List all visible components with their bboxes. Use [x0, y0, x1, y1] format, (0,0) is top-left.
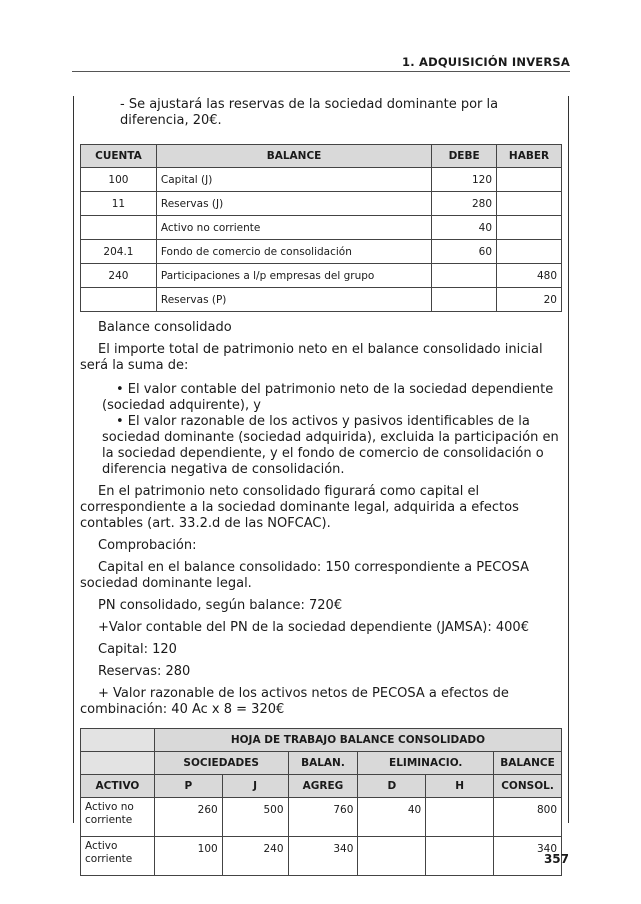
cell-debe: [432, 264, 497, 288]
col-header-agreg: AGREG: [288, 775, 358, 798]
paragraph: Reservas: 280: [98, 664, 191, 679]
worksheet-table: [80, 728, 562, 876]
table-row: [81, 798, 562, 837]
right-margin-rule: [568, 96, 569, 823]
worksheet-col-header: [81, 775, 562, 798]
cell-consol: 340: [494, 837, 562, 876]
cell-agreg: 760: [288, 798, 358, 837]
cell-haber: [497, 192, 562, 216]
cell-cuenta: [81, 288, 157, 312]
paragraph: +Valor contable del PN de la sociedad dependiente (JAMSA): 400€: [98, 620, 529, 635]
page-content: [80, 97, 562, 876]
cell-balance: Fondo de comercio de consolidación: [156, 240, 431, 264]
table-row: [81, 240, 562, 264]
intro-line: - Se ajustará las reservas de la sociedad dominante por la diferencia, 20€.: [120, 97, 499, 128]
col-header-activo: ACTIVO: [81, 775, 155, 798]
group-header-sociedades: SOCIEDADES: [154, 752, 288, 775]
worksheet-title-row: [81, 729, 562, 752]
paragraph: En el patrimonio neto consolidado figurará como capital el correspondiente a la sociedad dominante legal, adquirida a efectos contables (art. 33.2.d de las NOFCAC).: [80, 484, 519, 531]
cell-cuenta: 100: [81, 168, 157, 192]
page-number: 357: [543, 852, 569, 866]
cell-j: 240: [222, 837, 288, 876]
cell-d: [358, 837, 426, 876]
cell-debe: [432, 288, 497, 312]
col-header-haber: HABER: [497, 145, 562, 168]
row-label: Activo no corriente: [81, 798, 155, 837]
bullet-item: • El valor razonable de los activos y pasivos identificables de la sociedad dominante (sociedad adquirida), excluida la participación en la sociedad dependiente, y el fondo de comercio de consolidación o diferencia negativa de consolidación.: [102, 414, 559, 477]
col-header-p: P: [154, 775, 222, 798]
cell-cuenta: [81, 216, 157, 240]
col-header-consol: CONSOL.: [494, 775, 562, 798]
worksheet-group-header: [81, 752, 562, 775]
col-header-j: J: [222, 775, 288, 798]
running-title: 1. ADQUISICIÓN INVERSA: [402, 55, 570, 69]
cell-p: 100: [154, 837, 222, 876]
cell-debe: 40: [432, 216, 497, 240]
worksheet-title: HOJA DE TRABAJO BALANCE CONSOLIDADO: [154, 729, 561, 752]
cell-balance: Activo no corriente: [156, 216, 431, 240]
table-row: [81, 168, 562, 192]
cell-consol: 800: [494, 798, 562, 837]
table-row: [81, 837, 562, 876]
row-label: Activo corriente: [81, 837, 155, 876]
cell-balance: Reservas (J): [156, 192, 431, 216]
cell-p: 260: [154, 798, 222, 837]
table-row: [81, 192, 562, 216]
cell-balance: Participaciones a l/p empresas del grupo: [156, 264, 431, 288]
paragraph: El importe total de patrimonio neto en el balance consolidado inicial será la suma de:: [80, 342, 543, 373]
cell-h: [426, 837, 494, 876]
cell-d: 40: [358, 798, 426, 837]
cell-j: 500: [222, 798, 288, 837]
cell-debe: 60: [432, 240, 497, 264]
bullet-item: • El valor contable del patrimonio neto de la sociedad dependiente (sociedad adquirente), y: [102, 382, 554, 413]
col-header-h: H: [426, 775, 494, 798]
entry-table-header: [81, 145, 562, 168]
paragraph: PN consolidado, según balance: 720€: [98, 598, 343, 613]
cell-haber: [497, 168, 562, 192]
paragraph: + Valor razonable de los activos netos de PECOSA a efectos de combinación: 40 Ac x 8 = 320€: [80, 686, 509, 717]
cell-balance: Capital (J): [156, 168, 431, 192]
table-row: [81, 288, 562, 312]
header-rule: [72, 71, 570, 72]
cell-haber: [497, 216, 562, 240]
table-row: [81, 264, 562, 288]
cell-debe: 280: [432, 192, 497, 216]
col-header-balance: BALANCE: [156, 145, 431, 168]
cell-cuenta: 11: [81, 192, 157, 216]
cell-cuenta: 240: [81, 264, 157, 288]
cell-h: [426, 798, 494, 837]
col-header-d: D: [358, 775, 426, 798]
left-margin-rule: [73, 96, 74, 823]
cell-haber: 480: [497, 264, 562, 288]
paragraph: Capital: 120: [98, 642, 177, 657]
group-header-balance: BALANCE: [494, 752, 562, 775]
col-header-cuenta: CUENTA: [81, 145, 157, 168]
paragraph: Capital en el balance consolidado: 150 correspondiente a PECOSA sociedad dominante legal.: [80, 560, 529, 591]
cell-debe: 120: [432, 168, 497, 192]
cell-haber: [497, 240, 562, 264]
cell-agreg: 340: [288, 837, 358, 876]
col-header-debe: DEBE: [432, 145, 497, 168]
cell-haber: 20: [497, 288, 562, 312]
entry-table: [80, 144, 562, 312]
group-header-eliminacio: ELIMINACIO.: [358, 752, 494, 775]
section-subtitle: Balance consolidado: [98, 320, 232, 335]
paragraph: Comprobación:: [98, 538, 197, 553]
group-header-balan: BALAN.: [288, 752, 358, 775]
cell-cuenta: 204.1: [81, 240, 157, 264]
table-row: [81, 216, 562, 240]
cell-balance: Reservas (P): [156, 288, 431, 312]
